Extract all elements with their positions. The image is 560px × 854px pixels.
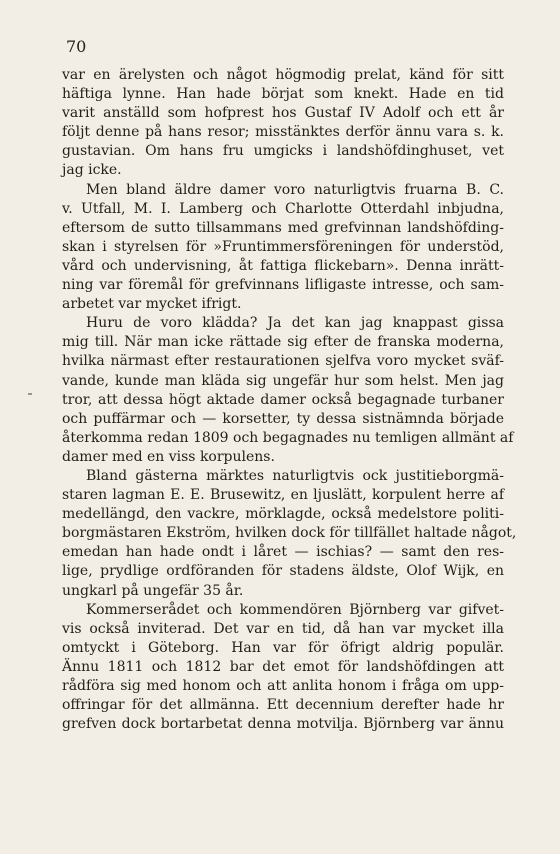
text-line: återkomma redan 1809 och begagnades nu temligen allmänt af [62,429,514,446]
text-line: v. Utfall, M. I. Lamberg och Charlotte Otterdahl inbjudna, [62,200,504,217]
text-line: staren lagman E. E. Brusewitz, en ljuslätt, korpulent herre af [62,487,504,504]
text-line: ungkarl på ungefär 35 år. [62,582,244,599]
text-line: vård och undervisning, åt fattiga flickebarn». Denna inrätt- [62,257,504,274]
text-line: damer med en viss korpulens. [62,448,275,465]
text-line: Kommerserådet och kommendören Björnberg var gifvet- [86,601,504,618]
margin-mark [28,393,32,395]
text-line: emedan han hade ondt i låret — ischias? — samt den res- [62,544,504,561]
text-line: vande, kunde man kläda sig ungefär hur som helst. Men jag [62,372,504,389]
text-line: varit anställd som hofprest hos Gustaf IV Adolf och ett år [62,105,504,122]
text-line: Ännu 1811 och 1812 bar det emot för landshöfdingen att [62,658,504,675]
text-line: Huru de voro klädda? Ja det kan jag knappast gissa [86,315,504,332]
text-line: vis också inviterad. Det var en tid, då han var mycket illa [62,620,504,637]
text-line: mig till. När man icke rättade sig efter de franska moderna, [62,334,504,351]
text-line: var en ärelysten och något högmodig prelat, känd för sitt [62,67,504,83]
text-line: grefven dock bortarbetat denna motvilja. Björnberg var ännu [62,716,504,733]
text-line: tror, att dessa högt aktade damer också begagnade turbaner [62,391,504,408]
text-line: häftiga lynne. Han hade börjat som knekt. Hade en tid [62,86,504,103]
text-line: offringar för det allmänna. Ett decennium derefter hade hr [62,697,504,714]
text-line: och puffärmar och — korsetter, ty dessa sistnämnda började [62,410,504,427]
page-number: 70 [66,37,87,56]
text-line: omtyckt i Göteborg. Han var för öfrigt aldrig populär. [62,639,504,656]
text-line: hvilka närmast efter restaurationen sjelfva voro mycket sväf- [62,353,504,370]
text-line: skan i styrelsen för »Fruntimmersföreningen för understöd, [62,238,504,255]
body-text [62,66,517,734]
text-line: följt denne på hans resor; misstänktes derför ännu vara s. k. [62,124,504,141]
text-line: gustavian. Om hans fru umgicks i landshöfdinghuset, vet [62,143,504,160]
text-line: Bland gästerna märktes naturligtvis ock justitieborgmä- [86,467,504,484]
text-line: Men bland äldre damer voro naturligtvis fruarna B. C. [86,181,504,198]
text-line: arbetet var mycket ifrigt. [62,296,242,313]
text-line: rådföra sig med honom och att anlita honom i fråga om upp- [62,678,504,694]
text-line: lige, prydlige ordföranden för stadens äldste, Olof Wijk, en [62,563,504,580]
text-line: ning var föremål för grefvinnans lifligaste intresse, och sam- [62,277,504,294]
text-line: eftersom de sutto tillsammans med grefvinnan landshöfding- [62,219,504,236]
text-line: borgmästaren Ekström, hvilken dock för tillfället haltade något, [62,525,517,542]
text-line: medellängd, den vackre, mörklagde, också medelstore politi- [62,506,504,523]
text-line: jag icke. [62,162,122,179]
